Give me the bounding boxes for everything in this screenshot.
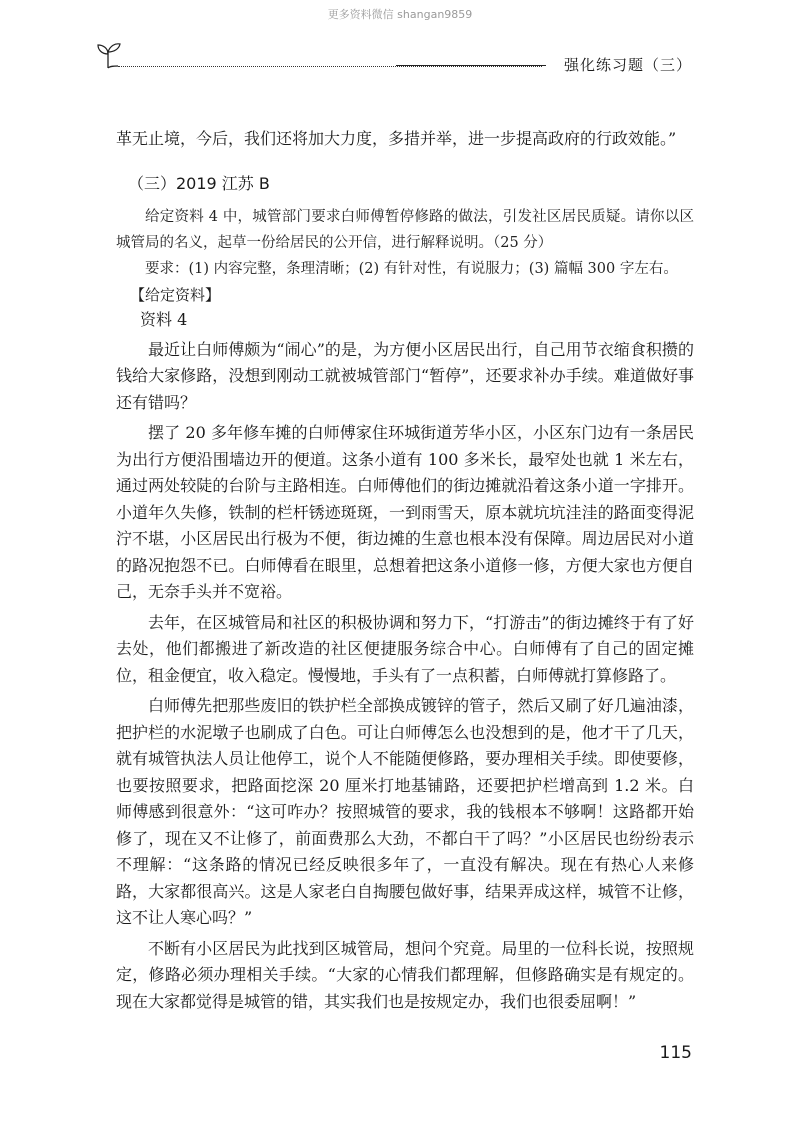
paragraph: 最近让白师傅颇为“闹心”的是，为方便小区居民出行，自己用节衣缩食积攒的钱给大家修路，没想到刚动工就被城管部门“暂停”，还要求补办手续。难道做好事还有错吗？ bbox=[116, 339, 694, 412]
given-material-heading: 【给定资料】 bbox=[130, 285, 221, 304]
section-title: （三）2019 江苏 B bbox=[128, 173, 270, 193]
sprout-icon bbox=[96, 40, 122, 74]
watermark: 更多资料微信 shangan9859 bbox=[327, 8, 473, 21]
intro-line: 革无止境，今后，我们还将加大力度，多措并举，进一步提高政府的行政效能。” bbox=[116, 129, 677, 148]
header-title: 强化练习题（三） bbox=[563, 56, 692, 74]
page-content bbox=[116, 126, 694, 1019]
material-label: 资料 4 bbox=[140, 309, 188, 329]
header-dotted-rule bbox=[118, 66, 542, 67]
paragraph: 不断有小区居民为此找到区城管局，想问个究竟。局里的一位科长说，按照规定，修路必须办理相关手续。“大家的心情我们都理解，但修路确实是有规定的。现在大家都觉得是城管的错，其实我们也是按规定办，我们也很委屈啊！” bbox=[116, 938, 694, 1011]
paragraph: 摆了 20 多年修车摊的白师傅家住环城街道芳华小区，小区东门边有一条居民为出行方便沿围墙边开的便道。这条小道有 100 多米长，最窄处也就 1 米左右，通过两处较陡的台阶与主路相连。白师傅他们的街边摊就沿着这条小道一字排开。小道年久失修，铁制的栏杆锈迹斑斑，一到雨雪天，原本就坑坑洼洼的路面变得泥泞不堪，小区居民出行极为不便，街边摊的生意也根本没有保障。周边居民对小道的路况抱怨不已。白师傅看在眼里，总想着把这条小道修一修，方便大家也方便自己，无奈手头并不宽裕。 bbox=[116, 423, 694, 601]
requirements-text: 要求：(1) 内容完整，条理清晰；(2) 有针对性，有说服力；(3) 篇幅 300 字左右。 bbox=[145, 260, 678, 277]
page-number: 115 bbox=[659, 1043, 692, 1063]
task-text: 给定资料 4 中，城管部门要求白师傅暂停修路的做法，引发社区居民质疑。请你以区城管局的名义，起草一份给居民的公开信，进行解释说明。（25 分） bbox=[116, 208, 694, 251]
paragraph: 白师傅先把那些废旧的铁护栏全部换成镀锌的管子，然后又刷了好几遍油漆，把护栏的水泥墩子也刷成了白色。可让白师傅怎么也没想到的是，他才干了几天，就有城管执法人员让他停工，说个人不能随便修路，要办理相关手续。即使要修，也要按照要求，把路面挖深 20 厘米打地基铺路，还要把护栏增高到 1.2 米。白师傅感到很意外：“这可咋办？按照城管的要求，我的钱根本不够啊！这路都开始修了，现在又不让修了，前面费那么大劲，不都白干了吗？”小区居民也纷纷表示不理解：“这条路的情况已经反映很多年了，一直没有解决。现在有热心人来修路，大家都很高兴。这是人家老白自掏腰包做好事，结果弄成这样，城管不让修，这不让人寒心吗？” bbox=[116, 696, 694, 927]
page-header bbox=[96, 40, 692, 80]
paragraph: 去年，在区城管局和社区的积极协调和努力下，“打游击”的街边摊终于有了好去处，他们都搬进了新改造的社区便捷服务综合中心。白师傅有了自己的固定摊位，租金便宜，收入稳定。慢慢地，手头有了一点积蓄，白师傅就打算修路了。 bbox=[116, 612, 694, 685]
header-solid-rule bbox=[396, 65, 546, 66]
